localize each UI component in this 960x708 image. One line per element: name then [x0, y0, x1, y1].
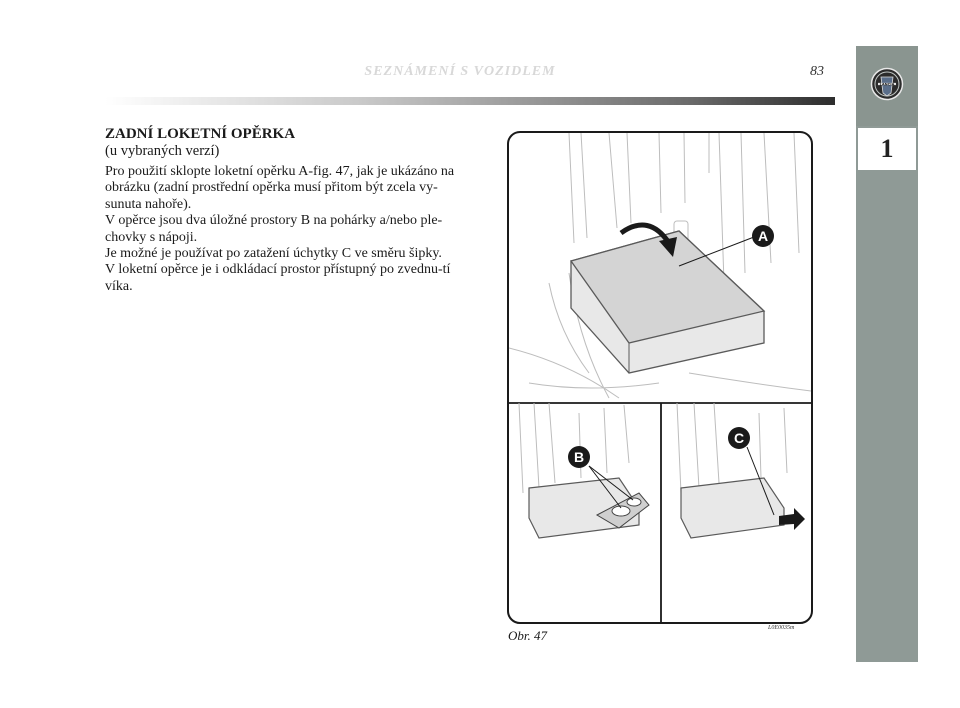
figure-caption: Obr. 47 — [508, 628, 548, 643]
callout-c: C — [733, 430, 745, 446]
page-number: 83 — [810, 64, 824, 79]
body-paragraph-2: V opěrce jsou dva úložné prostory B na pohárky a/nebo ple-chovky s nápoji. — [105, 213, 443, 245]
callout-b: B — [573, 449, 585, 465]
body-paragraph-3: Je možné je používat po zatažení úchytky C ve směru šipky. — [105, 246, 442, 262]
header-divider — [105, 97, 835, 105]
armrest-illustration — [509, 133, 811, 622]
callout-a: A — [757, 228, 769, 244]
lancia-logo-icon — [870, 67, 904, 101]
body-paragraph-1: Pro použití sklopte loketní opěrku A-fig. 47, jak je ukázáno na obrázku (zadní prostřední opěrka musí přitom být zcela vy-sunuta nahoře). — [105, 164, 455, 212]
figure-code: L0E0035m — [768, 625, 795, 631]
body-paragraph-4: V loketní opěrce je i odkládací prostor přístupný po zvednu-tí víka. — [105, 262, 451, 294]
section-subtitle: (u vybraných verzí) — [105, 143, 220, 159]
running-header: SEZNÁMENÍ S VOZIDLEM — [364, 64, 556, 79]
logo-lettering: LANCIA — [879, 82, 895, 87]
chapter-number: 1 — [858, 128, 916, 170]
body-text — [105, 164, 461, 295]
section-title: ZADNÍ LOKETNÍ OPĚRKA — [105, 126, 296, 142]
figure-47 — [507, 131, 813, 624]
